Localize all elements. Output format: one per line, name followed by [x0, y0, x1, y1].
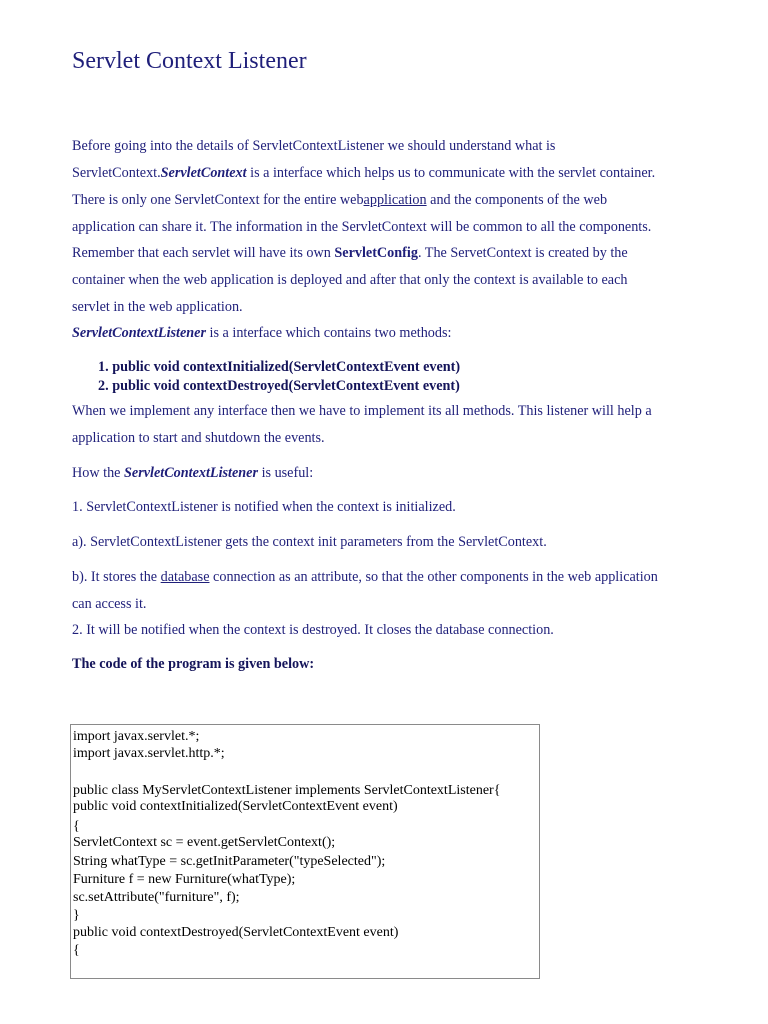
point-1: 1. ServletContextListener is notified when the context is initialized.: [72, 499, 456, 515]
point-b-line-2: can access it.: [72, 596, 147, 612]
code-line: import javax.servlet.*;: [73, 729, 200, 744]
listener-intro-text: is a interface which contains two methods:: [206, 325, 452, 341]
method-item-1: 1. public void contextInitialized(ServletContextEvent event): [98, 359, 461, 375]
application-link[interactable]: application: [363, 192, 427, 208]
intro-line-2: [72, 165, 655, 182]
intro-line-4: application can share it. The information in the ServletContext will be common to all the components.: [72, 219, 652, 235]
code-line: {: [73, 819, 80, 834]
method-item-2: 2. public void contextDestroyed(ServletContextEvent event): [98, 378, 460, 394]
intro-line-3-start: There is only one ServletContext for the entire web: [72, 192, 364, 208]
intro-line-1: Before going into the details of ServletContextListener we should understand what is: [72, 138, 556, 154]
code-heading: The code of the program is given below:: [72, 656, 315, 672]
code-line: ServletContext sc = event.getServletContext();: [73, 835, 336, 850]
database-link[interactable]: database: [160, 569, 210, 585]
code-line: String whatType = sc.getInitParameter("typeSelected");: [73, 854, 386, 869]
point-b-start: b). It stores the: [72, 569, 161, 585]
servletconfig-emphasis: ServletConfig: [334, 245, 418, 261]
code-line: {: [73, 943, 80, 958]
how-useful-start: How the: [72, 465, 125, 481]
implement-line-1: When we implement any interface then we have to implement its all methods. This listener will help a: [72, 403, 652, 419]
page-title: Servlet Context Listener: [72, 48, 307, 74]
code-line: import javax.servlet.http.*;: [73, 746, 225, 761]
intro-line-3: [72, 192, 607, 209]
code-block: [70, 724, 540, 979]
code-line: public void contextInitialized(ServletContextEvent event): [73, 799, 398, 814]
code-line: public void contextDestroyed(ServletContextEvent event): [73, 925, 399, 940]
implement-line-2: application to start and shutdown the events.: [72, 430, 325, 446]
intro-line-6: container when the web application is deployed and after that only the context is available to each: [72, 272, 628, 288]
listener-intro-emphasis: ServletContextListener: [72, 325, 206, 341]
intro-line-2-end: is a interface which helps us to communicate with the servlet container.: [246, 165, 656, 181]
servletcontext-emphasis: ServletContext: [160, 165, 247, 181]
point-2: 2. It will be notified when the context is destroyed. It closes the database connection.: [72, 622, 554, 638]
how-useful-end: is useful:: [258, 465, 314, 481]
how-useful-emphasis: ServletContextListener: [124, 465, 259, 481]
listener-intro: [72, 325, 451, 342]
how-useful-line: [72, 465, 313, 482]
point-b-line-1: [72, 569, 658, 586]
point-a: a). ServletContextListener gets the context init parameters from the ServletContext.: [72, 534, 547, 550]
intro-line-5-start: Remember that each servlet will have its own: [72, 245, 335, 261]
intro-line-3-end: and the components of the web: [426, 192, 608, 208]
intro-line-2-start: ServletContext.: [72, 165, 161, 181]
intro-line-5-end: . The ServetContext is created by the: [417, 245, 628, 261]
intro-line-5: [72, 245, 628, 262]
code-line: sc.setAttribute("furniture", f);: [73, 890, 240, 905]
code-line: public class MyServletContextListener implements ServletContextListener{: [73, 783, 501, 798]
code-line: }: [73, 908, 80, 923]
code-line: Furniture f = new Furniture(whatType);: [73, 872, 296, 887]
point-b-end: connection as an attribute, so that the other components in the web application: [209, 569, 658, 585]
intro-line-7: servlet in the web application.: [72, 299, 243, 315]
